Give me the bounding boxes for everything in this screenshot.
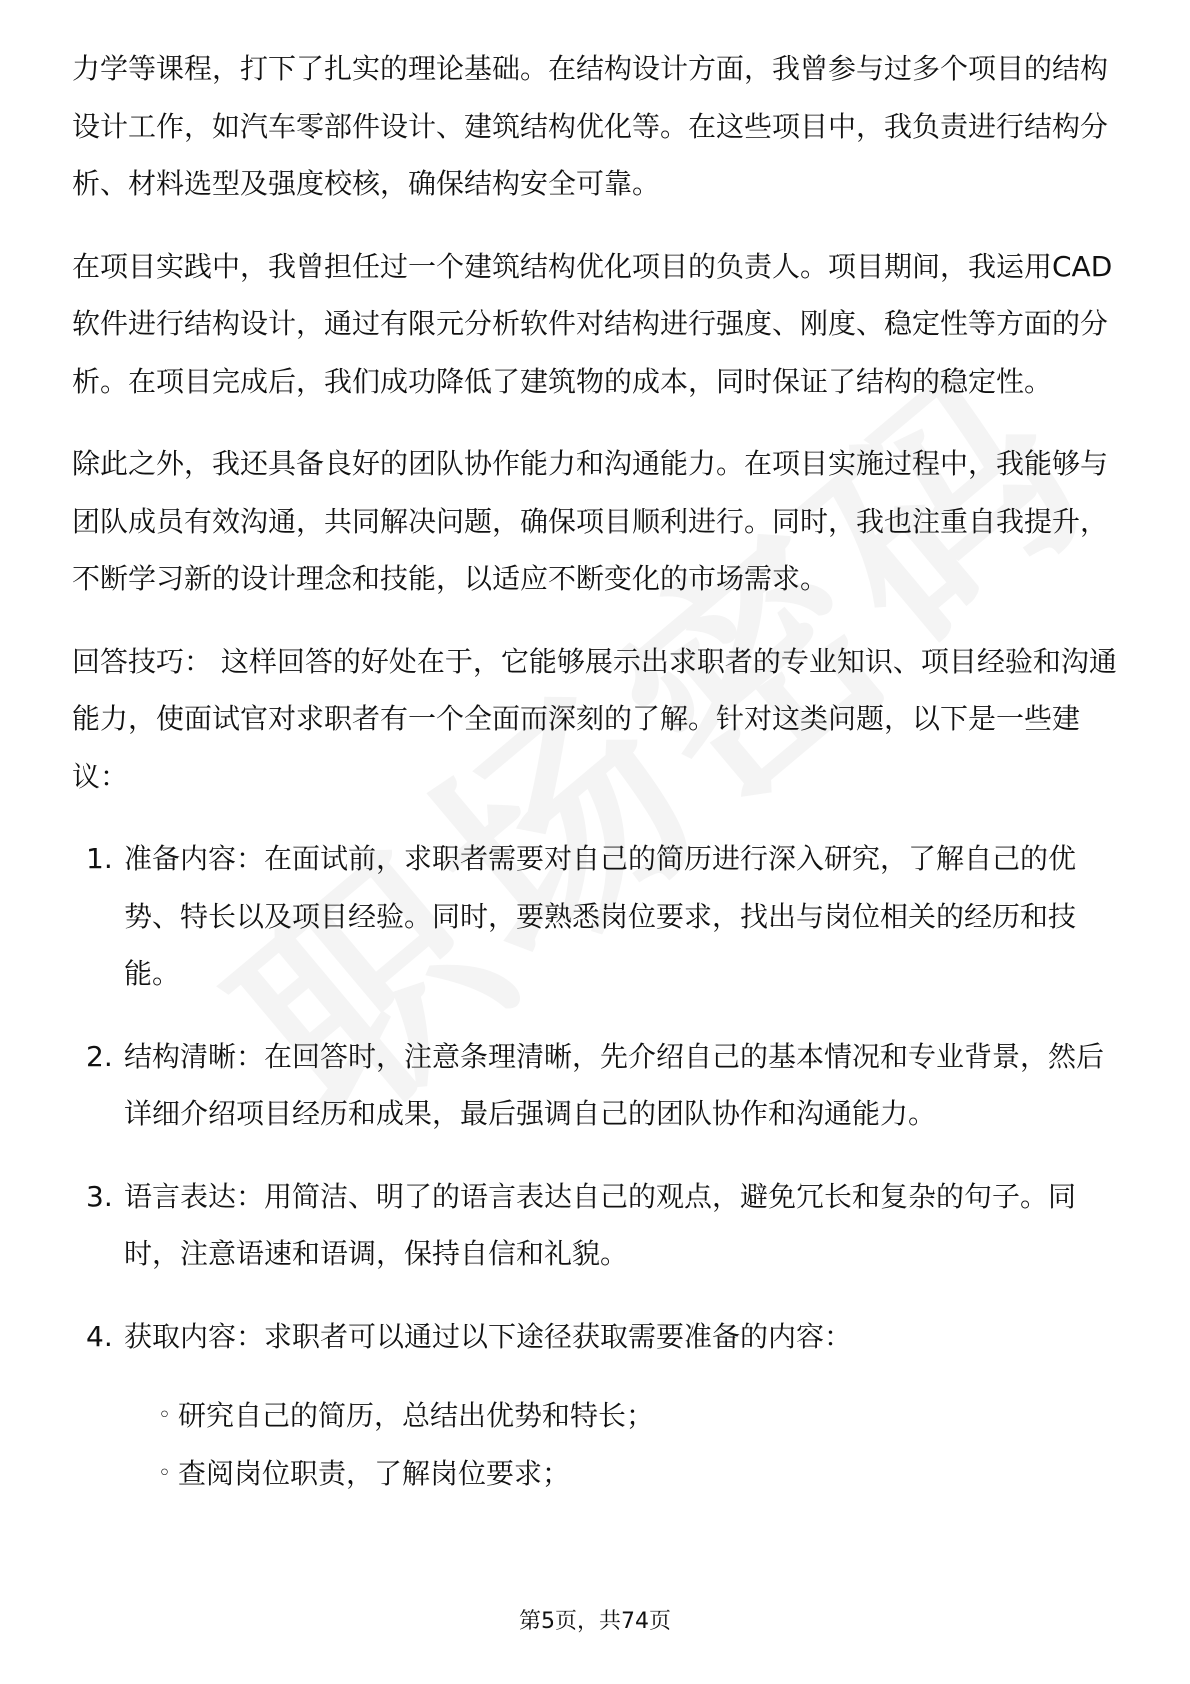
list-item-text: 语言表达：用简洁、明了的语言表达自己的观点，避免冗长和复杂的句子。同时，注意语速和语调，保持自信和礼貌。 xyxy=(124,1179,1077,1270)
paragraph: 在项目实践中，我曾担任过一个建筑结构优化项目的负责人。项目期间，我运用CAD软件进行结构设计，通过有限元分析软件对结构进行强度、刚度、稳定性等方面的分析。在项目完成后，我们成功降低了建筑物的成本，同时保证了结构的稳定性。 xyxy=(72,249,1113,398)
paragraph: 力学等课程，打下了扎实的理论基础。在结构设计方面，我曾参与过多个项目的结构设计工作，如汽车零部件设计、建筑结构优化等。在这些项目中，我负责进行结构分析、材料选型及强度校核，确保结构安全可靠。 xyxy=(72,52,1109,200)
list-item xyxy=(72,830,1122,1003)
list-number: 2. xyxy=(86,1039,113,1073)
list-number: 4. xyxy=(86,1319,113,1353)
list-item-text: 准备内容：在面试前，求职者需要对自己的简历进行深入研究，了解自己的优势、特长以及项目经验。同时，要熟悉岗位要求，找出与岗位相关的经历和技能。 xyxy=(124,842,1077,990)
bullet-icon: ◦ xyxy=(158,1403,171,1428)
list-item xyxy=(72,1308,1122,1503)
sub-list xyxy=(124,1387,1122,1502)
sub-list-item-text: 研究自己的简历，总结出优势和特长； xyxy=(178,1399,655,1432)
page-number-footer: 第5页，共74页 xyxy=(519,1609,671,1634)
list-item-text: 结构清晰：在回答时，注意条理清晰，先介绍自己的基本情况和专业背景，然后详细介绍项目经历和成果，最后强调自己的团队协作和沟通能力。 xyxy=(124,1039,1105,1130)
sub-list-item xyxy=(158,1445,1122,1503)
sub-list-item-text: 查阅岗位职责，了解岗位要求； xyxy=(178,1456,571,1490)
answer-tips-paragraph: 回答技巧： 这样回答的好处在于，它能够展示出求职者的专业知识、项目经验和沟通能力，使面试官对求职者有一个全面而深刻的了解。针对这类问题，以下是一些建议： xyxy=(72,644,1117,793)
bullet-icon: ◦ xyxy=(158,1460,171,1486)
document-body xyxy=(72,40,1122,1527)
tips-list xyxy=(72,830,1122,1502)
list-item xyxy=(72,1028,1122,1143)
list-item xyxy=(72,1168,1122,1283)
sub-list-item xyxy=(158,1387,1122,1445)
list-number: 1. xyxy=(86,842,113,875)
paragraph: 除此之外，我还具备良好的团队协作能力和沟通能力。在项目实施过程中，我能够与团队成员有效沟通，共同解决问题，确保项目顺利进行。同时，我也注重自我提升，不断学习新的设计理念和技能，以适应不断变化的市场需求。 xyxy=(72,447,1109,595)
list-item-text: 获取内容：求职者可以通过以下途径获取需要准备的内容： xyxy=(124,1319,853,1353)
list-number: 3. xyxy=(86,1179,113,1213)
